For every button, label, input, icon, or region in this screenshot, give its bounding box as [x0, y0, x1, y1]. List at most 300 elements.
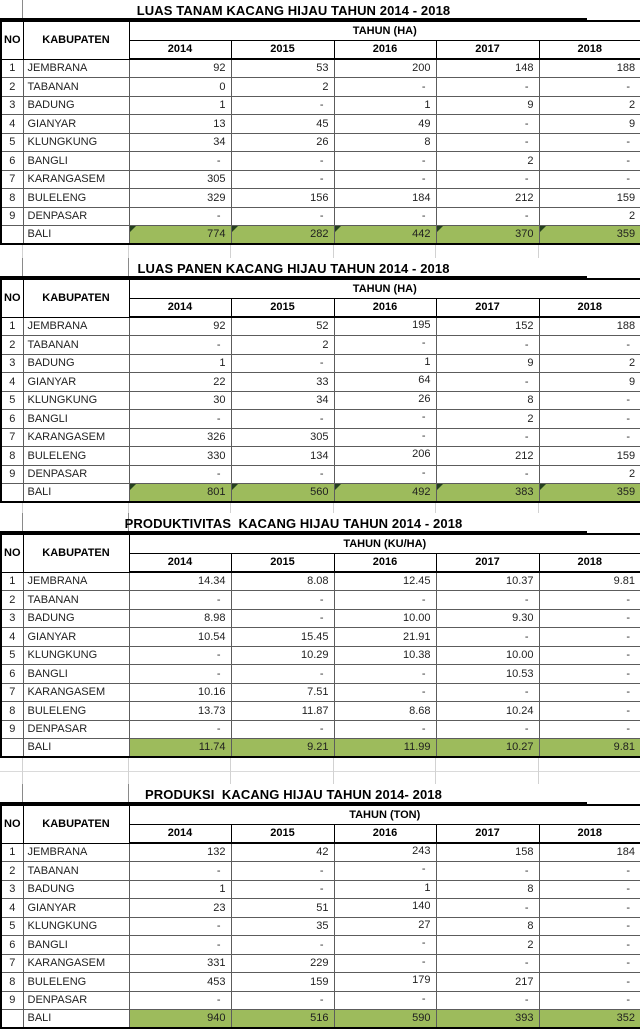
cell-value: - [129, 410, 231, 429]
cell-value: - [334, 991, 436, 1010]
cell-value: - [334, 665, 436, 684]
cell-value: - [129, 720, 231, 739]
corner-mark-icon [437, 484, 443, 490]
cell-value: 2 [539, 96, 640, 115]
cell-value: - [436, 628, 539, 647]
cell-value: 159 [231, 973, 334, 992]
cell-value: - [539, 410, 640, 429]
no-column-header: NO [1, 805, 23, 843]
cell-kabupaten: BULELENG [23, 447, 129, 466]
cell-value: 206 [334, 447, 436, 466]
cell-value: - [334, 170, 436, 189]
cell-value: 159 [539, 189, 640, 208]
cell-value: - [334, 954, 436, 973]
table-row [1, 665, 640, 684]
no-column-header: NO [1, 21, 23, 59]
cell-value: - [539, 973, 640, 992]
unit-header: TAHUN (HA) [129, 279, 640, 298]
cell-kabupaten: KARANGASEM [23, 170, 129, 189]
cell-value: 35 [231, 917, 334, 936]
unit-header: TAHUN (HA) [129, 21, 640, 40]
cell-value: - [334, 336, 436, 355]
cell-value: 34 [129, 133, 231, 152]
table-row [1, 683, 640, 702]
cell-value: - [334, 465, 436, 484]
cell-no: 3 [1, 354, 23, 373]
table-row [1, 954, 640, 973]
cell-kabupaten: GIANYAR [23, 899, 129, 918]
cell-value: - [231, 991, 334, 1010]
table-row [1, 899, 640, 918]
year-header: 2014 [129, 298, 231, 317]
cell-value: 2 [539, 465, 640, 484]
cell-no: 5 [1, 646, 23, 665]
produktivitas-title: PRODUKTIVITAS KACANG HIJAU TAHUN 2014 - 2018 [124, 515, 463, 531]
year-header: 2017 [436, 824, 539, 843]
table-row [1, 646, 640, 665]
corner-mark-icon [130, 226, 136, 232]
cell-kabupaten: BANGLI [23, 152, 129, 171]
cell-value: - [231, 207, 334, 226]
cell-value: - [539, 628, 640, 647]
cell-value: 10.29 [231, 646, 334, 665]
table-row [1, 78, 640, 97]
table-produksi [0, 804, 640, 1029]
cell-value: - [129, 336, 231, 355]
table-row [1, 373, 640, 392]
cell-value: 329 [129, 189, 231, 208]
year-header: 2015 [231, 298, 334, 317]
cell-no [1, 226, 23, 245]
cell-value: 10.37 [436, 572, 539, 591]
cell-value: 14.34 [129, 572, 231, 591]
cell-no: 5 [1, 917, 23, 936]
cell-value: 42 [231, 843, 334, 862]
cell-kabupaten: GIANYAR [23, 373, 129, 392]
year-header: 2017 [436, 553, 539, 572]
cell-value: - [129, 665, 231, 684]
cell-no: 1 [1, 843, 23, 862]
cell-total-label: BALI [23, 484, 129, 503]
cell-value: 51 [231, 899, 334, 918]
cell-kabupaten: KLUNGKUNG [23, 391, 129, 410]
cell-value: - [539, 917, 640, 936]
cell-no: 9 [1, 991, 23, 1010]
cell-no [1, 739, 23, 758]
cell-value: 158 [436, 843, 539, 862]
cell-value: - [436, 336, 539, 355]
cell-value: - [436, 428, 539, 447]
luas-tanam-title: LUAS TANAM KACANG HIJAU TAHUN 2014 - 2018 [136, 2, 451, 18]
cell-no: 1 [1, 59, 23, 78]
table-row [1, 428, 640, 447]
sheet-gap [0, 503, 640, 513]
cell-value: 10.24 [436, 702, 539, 721]
corner-mark-icon [130, 484, 136, 490]
year-header: 2014 [129, 553, 231, 572]
table-row [1, 59, 640, 78]
corner-mark-icon [335, 484, 341, 490]
kabupaten-column-header: KABUPATEN [23, 805, 129, 843]
cell-no: 9 [1, 720, 23, 739]
cell-value: 326 [129, 428, 231, 447]
cell-value: - [129, 591, 231, 610]
cell-total-value: 442 [334, 226, 436, 245]
table-luas-panen [0, 278, 640, 503]
kabupaten-column-header: KABUPATEN [23, 534, 129, 572]
produksi-title-band [0, 784, 640, 804]
cell-value: 2 [436, 152, 539, 171]
table-row [1, 115, 640, 134]
title-underline [0, 531, 587, 533]
cell-total-value: 492 [334, 484, 436, 503]
table-row [1, 862, 640, 881]
table-row [1, 843, 640, 862]
cell-value: 1 [334, 880, 436, 899]
cell-value: 1 [334, 96, 436, 115]
cell-total-value: 801 [129, 484, 231, 503]
total-row [1, 1010, 640, 1029]
cell-no: 7 [1, 954, 23, 973]
sheet-gap [0, 758, 640, 784]
table-row [1, 628, 640, 647]
corner-mark-icon [232, 484, 238, 490]
table-row [1, 880, 640, 899]
cell-value: - [539, 78, 640, 97]
cell-value: 11.87 [231, 702, 334, 721]
cell-value: - [436, 373, 539, 392]
year-header: 2016 [334, 298, 436, 317]
table-row [1, 936, 640, 955]
cell-value: 8.98 [129, 609, 231, 628]
cell-value: 331 [129, 954, 231, 973]
cell-kabupaten: TABANAN [23, 336, 129, 355]
kabupaten-column-header: KABUPATEN [23, 21, 129, 59]
cell-value: - [539, 170, 640, 189]
cell-value: - [129, 917, 231, 936]
cell-kabupaten: GIANYAR [23, 628, 129, 647]
cell-value: 305 [129, 170, 231, 189]
no-column-header: NO [1, 279, 23, 317]
cell-value: 13 [129, 115, 231, 134]
cell-value: 22 [129, 373, 231, 392]
year-header: 2016 [334, 40, 436, 59]
cell-no: 8 [1, 702, 23, 721]
cell-total-value: 9.21 [231, 739, 334, 758]
cell-value: 2 [539, 207, 640, 226]
cell-value: 212 [436, 189, 539, 208]
year-header: 2015 [231, 40, 334, 59]
produksi-title: PRODUKSI KACANG HIJAU TAHUN 2014- 2018 [145, 786, 442, 802]
cell-value: - [129, 862, 231, 881]
cell-value: - [539, 720, 640, 739]
corner-mark-icon [437, 226, 443, 232]
cell-value: - [539, 954, 640, 973]
cell-total-value: 560 [231, 484, 334, 503]
luas-tanam-title-band [0, 0, 640, 20]
cell-value: 132 [129, 843, 231, 862]
year-header: 2018 [539, 298, 640, 317]
cell-value: - [231, 880, 334, 899]
cell-value: 243 [334, 843, 436, 862]
table-row [1, 207, 640, 226]
cell-no: 1 [1, 317, 23, 336]
cell-value: 2 [436, 936, 539, 955]
cell-kabupaten: JEMBRANA [23, 317, 129, 336]
cell-value: - [231, 720, 334, 739]
cell-value: - [436, 862, 539, 881]
cell-value: - [539, 428, 640, 447]
cell-no: 3 [1, 96, 23, 115]
cell-value: - [231, 862, 334, 881]
cell-value: - [539, 702, 640, 721]
cell-value: 179 [334, 973, 436, 992]
cell-value: - [539, 336, 640, 355]
cell-value: 8 [334, 133, 436, 152]
table-row [1, 96, 640, 115]
cell-value: 330 [129, 447, 231, 466]
cell-no: 6 [1, 665, 23, 684]
cell-no: 6 [1, 410, 23, 429]
table-row [1, 447, 640, 466]
cell-value: 23 [129, 899, 231, 918]
cell-value: - [539, 991, 640, 1010]
cell-value: - [436, 207, 539, 226]
cell-value: 2 [231, 336, 334, 355]
cell-value: 10.54 [129, 628, 231, 647]
cell-value: 212 [436, 447, 539, 466]
cell-kabupaten: KLUNGKUNG [23, 133, 129, 152]
year-header: 2017 [436, 40, 539, 59]
cell-no: 2 [1, 336, 23, 355]
table-row [1, 317, 640, 336]
cell-no: 4 [1, 115, 23, 134]
table-row [1, 702, 640, 721]
cell-value: 159 [539, 447, 640, 466]
luas-panen-title: LUAS PANEN KACANG HIJAU TAHUN 2014 - 2018 [137, 260, 450, 276]
cell-kabupaten: BANGLI [23, 936, 129, 955]
cell-no: 6 [1, 152, 23, 171]
cell-no: 9 [1, 207, 23, 226]
cell-total-value: 516 [231, 1010, 334, 1029]
cell-value: 9 [436, 96, 539, 115]
cell-total-value: 774 [129, 226, 231, 245]
cell-kabupaten: KARANGASEM [23, 683, 129, 702]
cell-value: 92 [129, 317, 231, 336]
cell-kabupaten: DENPASAR [23, 991, 129, 1010]
cell-total-value: 359 [539, 226, 640, 245]
cell-value: 8 [436, 880, 539, 899]
cell-no: 9 [1, 465, 23, 484]
cell-value: - [436, 720, 539, 739]
cell-value: 195 [334, 317, 436, 336]
cell-value: 148 [436, 59, 539, 78]
cell-value: 9.30 [436, 609, 539, 628]
luas-panen-title-band [0, 258, 640, 278]
cell-total-value: 11.99 [334, 739, 436, 758]
cell-total-value: 10.27 [436, 739, 539, 758]
table-row [1, 720, 640, 739]
cell-value: - [436, 133, 539, 152]
table-row [1, 991, 640, 1010]
cell-value: 229 [231, 954, 334, 973]
cell-value: 8 [436, 391, 539, 410]
cell-value: - [539, 880, 640, 899]
table-row [1, 170, 640, 189]
cell-value: - [436, 115, 539, 134]
cell-value: - [231, 152, 334, 171]
cell-kabupaten: DENPASAR [23, 465, 129, 484]
table-row [1, 354, 640, 373]
cell-value: - [231, 354, 334, 373]
cell-value: - [334, 936, 436, 955]
cell-value: - [539, 862, 640, 881]
cell-total-label: BALI [23, 226, 129, 245]
cell-value: - [129, 936, 231, 955]
table-row [1, 133, 640, 152]
cell-value: 9 [539, 115, 640, 134]
sheet-gap [0, 245, 640, 258]
cell-value: 184 [334, 189, 436, 208]
cell-no: 4 [1, 899, 23, 918]
year-header: 2018 [539, 824, 640, 843]
table-produktivitas [0, 533, 640, 758]
cell-value: 9 [436, 354, 539, 373]
unit-header: TAHUN (TON) [129, 805, 640, 824]
year-header: 2016 [334, 553, 436, 572]
cell-total-value: 11.74 [129, 739, 231, 758]
cell-value: - [231, 665, 334, 684]
cell-value: 7.51 [231, 683, 334, 702]
cell-total-value: 359 [539, 484, 640, 503]
produktivitas-title-band [0, 513, 640, 533]
cell-value: 53 [231, 59, 334, 78]
cell-value: - [539, 152, 640, 171]
year-header: 2018 [539, 553, 640, 572]
cell-no: 2 [1, 862, 23, 881]
cell-no: 3 [1, 609, 23, 628]
table-row [1, 609, 640, 628]
cell-value: - [334, 152, 436, 171]
cell-value: 8.08 [231, 572, 334, 591]
cell-kabupaten: JEMBRANA [23, 59, 129, 78]
year-header: 2017 [436, 298, 539, 317]
cell-total-value: 590 [334, 1010, 436, 1029]
cell-value: 12.45 [334, 572, 436, 591]
cell-kabupaten: KARANGASEM [23, 954, 129, 973]
cell-value: - [129, 207, 231, 226]
cell-value: 2 [231, 78, 334, 97]
cell-value: 49 [334, 115, 436, 134]
cell-value: - [334, 591, 436, 610]
cell-kabupaten: TABANAN [23, 78, 129, 97]
cell-value: 188 [539, 317, 640, 336]
cell-value: - [129, 152, 231, 171]
cell-value: - [231, 410, 334, 429]
cell-value: - [436, 683, 539, 702]
cell-value: 9 [539, 373, 640, 392]
cell-value: 1 [129, 880, 231, 899]
cell-no [1, 484, 23, 503]
cell-no: 5 [1, 391, 23, 410]
cell-value: 156 [231, 189, 334, 208]
total-row [1, 226, 640, 245]
cell-value: - [539, 683, 640, 702]
total-row [1, 739, 640, 758]
cell-kabupaten: TABANAN [23, 862, 129, 881]
year-header: 2015 [231, 553, 334, 572]
cell-value: 9.81 [539, 572, 640, 591]
cell-value: - [539, 591, 640, 610]
cell-total-value: 383 [436, 484, 539, 503]
year-header: 2015 [231, 824, 334, 843]
table-row [1, 591, 640, 610]
cell-value: - [334, 410, 436, 429]
cell-kabupaten: BULELENG [23, 702, 129, 721]
table-row [1, 917, 640, 936]
cell-total-label: BALI [23, 1010, 129, 1029]
table-row [1, 410, 640, 429]
cell-no: 6 [1, 936, 23, 955]
cell-kabupaten: BADUNG [23, 609, 129, 628]
cell-value: - [436, 591, 539, 610]
cell-kabupaten: JEMBRANA [23, 572, 129, 591]
cell-value: - [539, 609, 640, 628]
cell-value: 10.00 [436, 646, 539, 665]
cell-kabupaten: KARANGASEM [23, 428, 129, 447]
no-column-header: NO [1, 534, 23, 572]
table-row [1, 973, 640, 992]
cell-no: 3 [1, 880, 23, 899]
cell-value: - [334, 683, 436, 702]
cell-value: 10.53 [436, 665, 539, 684]
cell-value: - [334, 78, 436, 97]
cell-value: 134 [231, 447, 334, 466]
corner-mark-icon [335, 226, 341, 232]
cell-no: 1 [1, 572, 23, 591]
total-row [1, 484, 640, 503]
cell-value: 10.38 [334, 646, 436, 665]
cell-value: - [436, 170, 539, 189]
cell-no: 2 [1, 591, 23, 610]
cell-value: 453 [129, 973, 231, 992]
corner-mark-icon [540, 484, 546, 490]
corner-mark-icon [540, 226, 546, 232]
cell-value: 92 [129, 59, 231, 78]
cell-kabupaten: BANGLI [23, 665, 129, 684]
cell-kabupaten: DENPASAR [23, 207, 129, 226]
cell-no: 2 [1, 78, 23, 97]
cell-value: 33 [231, 373, 334, 392]
cell-value: - [436, 954, 539, 973]
cell-value: - [436, 78, 539, 97]
cell-value: - [231, 465, 334, 484]
cell-total-value: 9.81 [539, 739, 640, 758]
cell-value: 8 [436, 917, 539, 936]
cell-value: 140 [334, 899, 436, 918]
cell-value: 15.45 [231, 628, 334, 647]
cell-kabupaten: BULELENG [23, 189, 129, 208]
cell-kabupaten: DENPASAR [23, 720, 129, 739]
cell-value: - [334, 862, 436, 881]
cell-value: - [539, 665, 640, 684]
cell-total-value: 282 [231, 226, 334, 245]
cell-no [1, 1010, 23, 1029]
cell-value: 45 [231, 115, 334, 134]
cell-value: - [231, 170, 334, 189]
year-header: 2014 [129, 40, 231, 59]
cell-kabupaten: BADUNG [23, 96, 129, 115]
